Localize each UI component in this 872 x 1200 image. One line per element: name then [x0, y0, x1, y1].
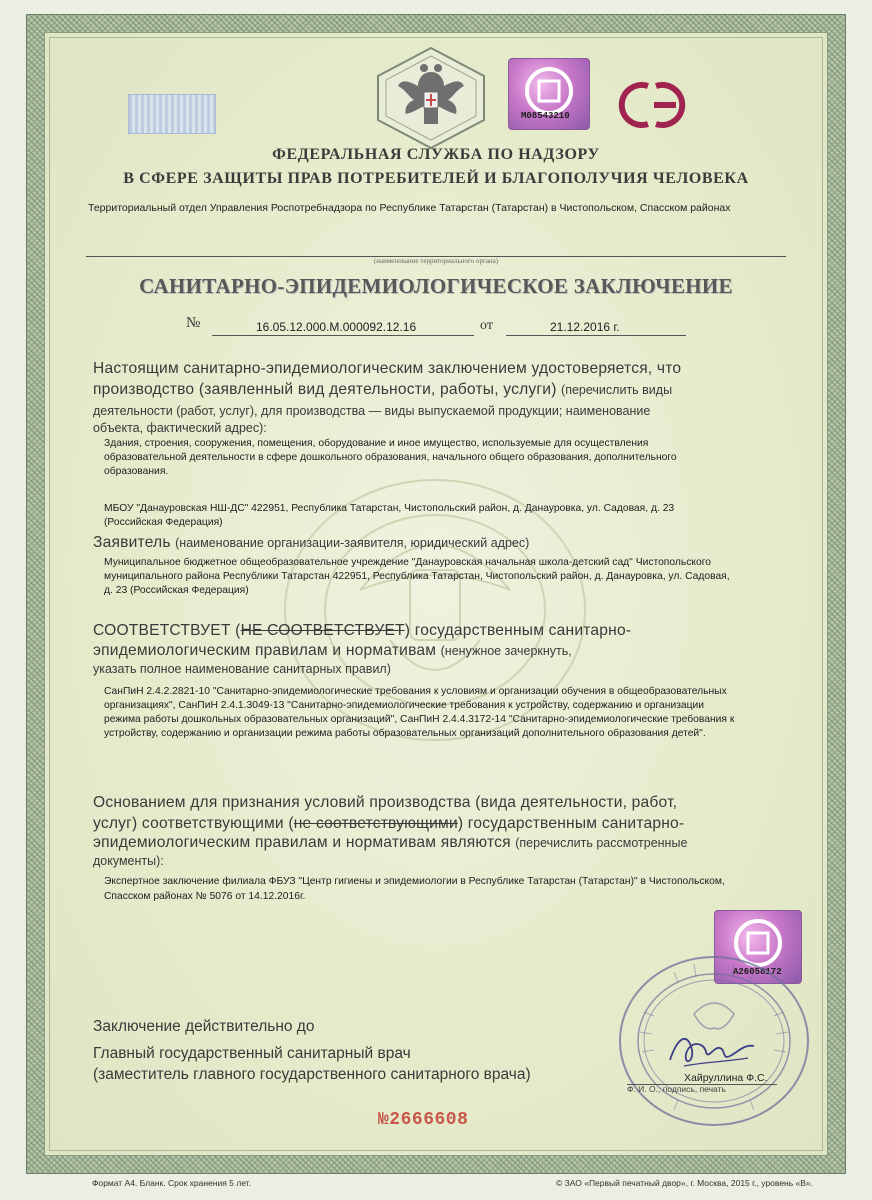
basis-line2-b: ) государственным санитарно- — [457, 815, 685, 832]
address-line2: (Российская Федерация) — [104, 517, 223, 528]
security-pattern — [128, 94, 216, 134]
basis-line3-main: эпидемиологическим правилам и нормативам являются — [93, 834, 511, 851]
certify-intro-line2 — [93, 381, 672, 399]
document-title: САНИТАРНО-ЭПИДЕМИОЛОГИЧЕСКОЕ ЗАКЛЮЧЕНИЕ — [139, 274, 733, 298]
basis-doc-line1: Экспертное заключение филиала ФБУЗ "Центр гигиены и эпидемиологии в Республике Татарстан (Татарстан)" в Чистопольском, — [104, 876, 725, 887]
activity-line1: Здания, строения, сооружения, помещения, оборудование и иное имущество, используемые для осуществления — [104, 438, 649, 449]
agency-name-line1: ФЕДЕРАЛЬНАЯ СЛУЖБА ПО НАДЗОРУ — [272, 146, 600, 163]
territorial-body: Территориальный отдел Управления Роспотребнадзора по Республике Татарстан (Татарстан) в Чистопольском, Спасском районах — [88, 202, 731, 214]
number-underline — [212, 335, 474, 336]
basis-line3 — [93, 834, 687, 852]
certify-intro-line2-note: (перечислить виды — [561, 383, 673, 397]
certify-intro-line2-main: производство (заявленный вид деятельности, работы, услуги) — [93, 381, 557, 398]
basis-line2-a: услуг) соответствующими ( — [93, 815, 294, 832]
footer-printer: © ЗАО «Первый печатный двор», г. Москва, 2015 г., уровень «В». — [556, 1178, 814, 1188]
complies-text: СООТВЕТСТВУЕТ — [93, 622, 231, 639]
activity-line3: образования. — [104, 466, 169, 477]
document-number: 16.05.12.000.М.000092.12.16 — [256, 320, 417, 334]
basis-line1: Основанием для признания условий производства (вида деятельности, работ, — [93, 794, 678, 811]
validity-label: Заключение действительно до — [93, 1018, 315, 1035]
applicant-label: Заявитель — [93, 534, 171, 551]
conformity-mark-icon — [614, 80, 690, 130]
basis-line2 — [93, 815, 684, 833]
coat-of-arms-icon — [372, 46, 490, 150]
conformity-line2 — [93, 642, 572, 660]
signature-caption: Ф. И. О., подпись, печать — [627, 1084, 726, 1094]
rules-line4: устройству, содержанию и организации режима работы образовательных организаций дополнительного образования детей". — [104, 728, 706, 739]
basis-line2-strike: не соответствующими — [293, 815, 458, 832]
conformity-line1: СООТВЕТСТВУЕТ (НЕ СООТВЕТСТВУЕТ) государственным санитарно- — [93, 622, 632, 639]
applicant-line1: Муниципальное бюджетное общеобразовательное учреждение "Данауровская начальная школа-детский сад" Чистопольского — [104, 557, 711, 568]
basis-doc-line2: Спасском районах № 5076 от 14.12.2016г. — [104, 891, 306, 902]
applicant-line2: муниципального района Республики Татарстан 422951, Республика Татарстан, Чистопольский район, д. Данауровка, ул. Садовая, — [104, 571, 730, 582]
conformity-line2-main: эпидемиологическим правилам и нормативам — [93, 642, 437, 659]
number-label: № — [186, 315, 201, 331]
chief-doctor-line2: (заместитель главного государственного санитарного врача) — [93, 1066, 531, 1083]
applicant-note: (наименование организации-заявителя, юридический адрес) — [175, 536, 530, 550]
activity-line2: образовательной деятельности в сфере дошкольного образования, начального общего образования, дополнительного — [104, 452, 677, 463]
conformity-line1-rest: государственным санитарно- — [414, 622, 632, 639]
applicant-heading — [93, 534, 529, 552]
footer-format: Формат А4. Бланк. Срок хранения 5 лет. — [92, 1178, 251, 1188]
rules-line2: организациях", СанПиН 2.4.1.3049-13 "Санитарно-эпидемиологические требования к устройству, содержанию и организации — [104, 700, 705, 711]
serial-number: №2666608 — [378, 1110, 469, 1130]
applicant-line3: д. 23 (Российская Федерация) — [104, 585, 249, 596]
hologram-sticker-top — [508, 58, 590, 130]
hologram-number-bottom: A26058172 — [733, 967, 782, 977]
chief-doctor-line1: Главный государственный санитарный врач — [93, 1045, 411, 1062]
handwritten-signature — [664, 1026, 760, 1074]
basis-line3-note: (перечислить рассмотренные — [515, 836, 688, 850]
certify-intro-line3: деятельности (работ, услуг), для производства — виды выпускаемой продукции; наименование — [93, 404, 651, 418]
date-label: от — [480, 318, 493, 333]
signer-name: Хайруллина Ф.С. — [684, 1072, 768, 1084]
address-line1: МБОУ "Данауровская НШ-ДС" 422951, Республика Татарстан, Чистопольский район, д. Данауровка, ул. Садовая, д. 23 — [104, 503, 675, 514]
rules-line3: режима работы дошкольных образовательных организаций", СанПиН 2.4.4.3172-14 "Санитарно-эпидемиологические требования к — [104, 714, 735, 725]
certify-intro-line1: Настоящим санитарно-эпидемиологическим заключением удостоверяется, что — [93, 360, 682, 377]
conformity-line3: указать полное наименование санитарных правил) — [93, 662, 391, 676]
territorial-caption: (наименование территориального органа) — [373, 257, 499, 265]
conformity-line2-note: (ненужное зачеркнуть, — [440, 644, 572, 658]
agency-name-line2: В СФЕРЕ ЗАЩИТЫ ПРАВ ПОТРЕБИТЕЛЕЙ И БЛАГОПОЛУЧИЯ ЧЕЛОВЕКА — [123, 170, 749, 187]
hologram-number-top: M08543210 — [521, 111, 570, 121]
certify-intro-line4: объекта, фактический адрес): — [93, 421, 267, 435]
not-complies-text: НЕ СООТВЕТСТВУЕТ — [240, 622, 405, 639]
date-underline — [506, 335, 686, 336]
rules-line1: СанПиН 2.4.2.2821-10 "Санитарно-эпидемиологические требования к условиям и организации обучения в общеобразовательных — [104, 686, 727, 697]
document-date: 21.12.2016 г. — [550, 320, 620, 334]
basis-line4: документы): — [93, 854, 164, 868]
